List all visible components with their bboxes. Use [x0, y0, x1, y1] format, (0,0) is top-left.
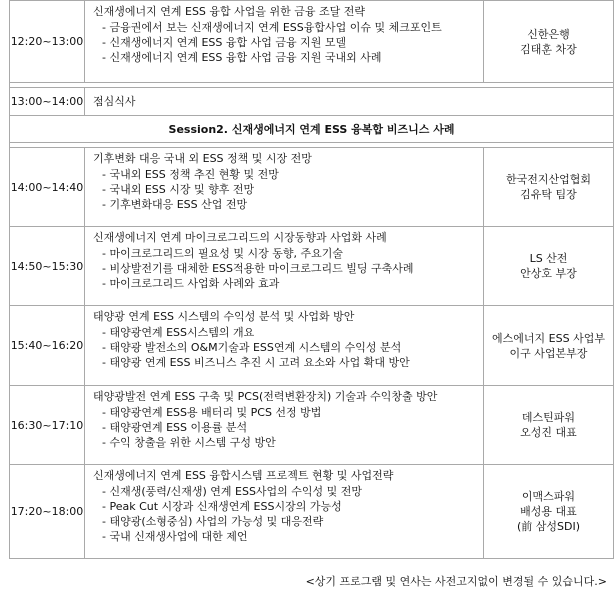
speaker-name: 안상호 부장	[520, 267, 577, 280]
speaker-note: (前 삼성SDI)	[516, 520, 581, 533]
topic-title: 태양광 연계 ESS 시스템의 수익성 분석 및 사업화 방안	[93, 310, 355, 323]
session-header-row	[10, 116, 614, 143]
time-cell: 12:20~13:00	[10, 1, 85, 83]
speaker-cell	[484, 386, 614, 465]
schedule-table	[9, 0, 614, 559]
topic-items	[93, 20, 477, 65]
schedule-row	[10, 227, 614, 306]
speaker-name: 배성용 대표	[520, 505, 577, 518]
topic-cell	[85, 148, 484, 227]
topic-item: - 태양광연계 ESS시스템의 개요	[102, 326, 255, 339]
topic-items	[93, 246, 477, 291]
topic-item: - 태양광 발전소의 O&M기술과 ESS연계 시스템의 수익성 분석	[102, 341, 402, 354]
speaker-org: 한국전지산업협회	[505, 173, 591, 186]
schedule-row	[10, 88, 614, 116]
topic-item: - 태양광 연계 ESS 비즈니스 추진 시 고려 요소와 사업 확대 방안	[102, 356, 410, 369]
program-schedule	[9, 0, 613, 588]
topic-title: 신재생에너지 연계 마이크로그리드의 시장동향과 사업화 사례	[93, 231, 387, 244]
topic-items	[93, 405, 477, 450]
speaker-cell	[484, 465, 614, 559]
topic-cell	[85, 1, 484, 83]
speaker-name: 오성진 대표	[520, 426, 577, 439]
session-title: Session2. 신재생에너지 연계 ESS 융복합 비즈니스 사례	[10, 116, 614, 143]
topic-cell	[85, 227, 484, 306]
topic-item: - 국내 신재생사업에 대한 제언	[102, 530, 248, 543]
schedule-row	[10, 148, 614, 227]
topic-title: 신재생에너지 연계 ESS 융합 사업을 위한 금융 조달 전략	[93, 5, 366, 18]
topic-item: - 신재생(풍력/신재생) 연계 ESS사업의 수익성 및 전망	[102, 485, 363, 498]
topic-item: - 국내외 ESS 시장 및 향후 전망	[102, 183, 255, 196]
speaker-org: 에스에너지 ESS 사업부	[492, 331, 605, 345]
speaker-org: 이맥스파워	[521, 490, 576, 503]
time-cell: 14:50~15:30	[10, 227, 85, 306]
time-cell: 13:00~14:00	[10, 88, 85, 116]
topic-items	[93, 167, 477, 212]
topic-title: 기후변화 대응 국내 외 ESS 정책 및 시장 전망	[93, 152, 312, 165]
topic-item: - 태양광연계 ESS용 배터리 및 PCS 선정 방법	[102, 406, 322, 419]
speaker-org: LS 산전	[529, 252, 568, 265]
topic-item: - 수익 창출을 위한 시스템 구성 방안	[102, 436, 276, 449]
topic-cell	[85, 386, 484, 465]
topic-item: - 금융권에서 보는 신재생에너지 연계 ESS융합사업 이슈 및 체크포인트	[102, 21, 442, 34]
topic-cell	[85, 465, 484, 559]
topic-item: - 마이크로그리드 사업화 사례와 효과	[102, 277, 280, 290]
topic-item: - 태양광(소형중심) 사업의 가능성 및 대응전략	[102, 515, 324, 528]
time-cell: 16:30~17:10	[10, 386, 85, 465]
topic-items	[93, 484, 477, 544]
speaker-name: 김태훈 차장	[520, 42, 577, 56]
speaker-cell	[484, 227, 614, 306]
time-cell: 14:00~14:40	[10, 148, 85, 227]
schedule-row	[10, 465, 614, 559]
speaker-org: 데스틴파워	[521, 411, 576, 424]
topic-cell	[85, 306, 484, 386]
topic-items	[93, 325, 477, 370]
topic-title: 신재생에너지 연계 ESS 융합시스템 프로젝트 현황 및 사업전략	[93, 469, 394, 482]
topic-title: 점심식사	[93, 94, 136, 108]
speaker-cell	[484, 306, 614, 386]
speaker-cell	[484, 148, 614, 227]
topic-item: - 신재생에너지 연계 ESS 융합 사업 금융 지원 국내외 사례	[102, 51, 382, 64]
topic-item: - Peak Cut 시장과 신재생연계 ESS시장의 가능성	[102, 500, 342, 513]
speaker-name: 김유탁 팀장	[520, 188, 577, 201]
time-cell: 15:40~16:20	[10, 306, 85, 386]
topic-title: 태양광발전 연계 ESS 구축 및 PCS(전력변환장치) 기술과 수익창출 방안	[93, 390, 438, 403]
speaker-org: 신한은행	[527, 27, 570, 41]
schedule-row	[10, 306, 614, 386]
topic-item: - 기후변화대응 ESS 산업 전망	[102, 198, 248, 211]
time-cell: 17:20~18:00	[10, 465, 85, 559]
topic-item: - 태양광연계 ESS 이용률 분석	[102, 421, 248, 434]
footnote: <상기 프로그램 및 연사는 사전고지없이 변경될 수 있습니다.>	[305, 575, 607, 588]
schedule-row	[10, 1, 614, 83]
speaker-name: 이구 사업본부장	[509, 346, 588, 360]
topic-item: - 마이크로그리드의 필요성 및 시장 동향, 주요기술	[102, 247, 343, 260]
schedule-row	[10, 386, 614, 465]
topic-item: - 국내외 ESS 정책 추진 현황 및 전망	[102, 168, 279, 181]
topic-item: - 비상발전기를 대체한 ESS적용한 마이크로그리드 빌딩 구축사례	[102, 262, 414, 275]
speaker-cell	[484, 1, 614, 83]
topic-item: - 신재생에너지 연계 ESS 융합 사업 금융 지원 모델	[102, 36, 347, 49]
topic-cell	[85, 88, 614, 116]
